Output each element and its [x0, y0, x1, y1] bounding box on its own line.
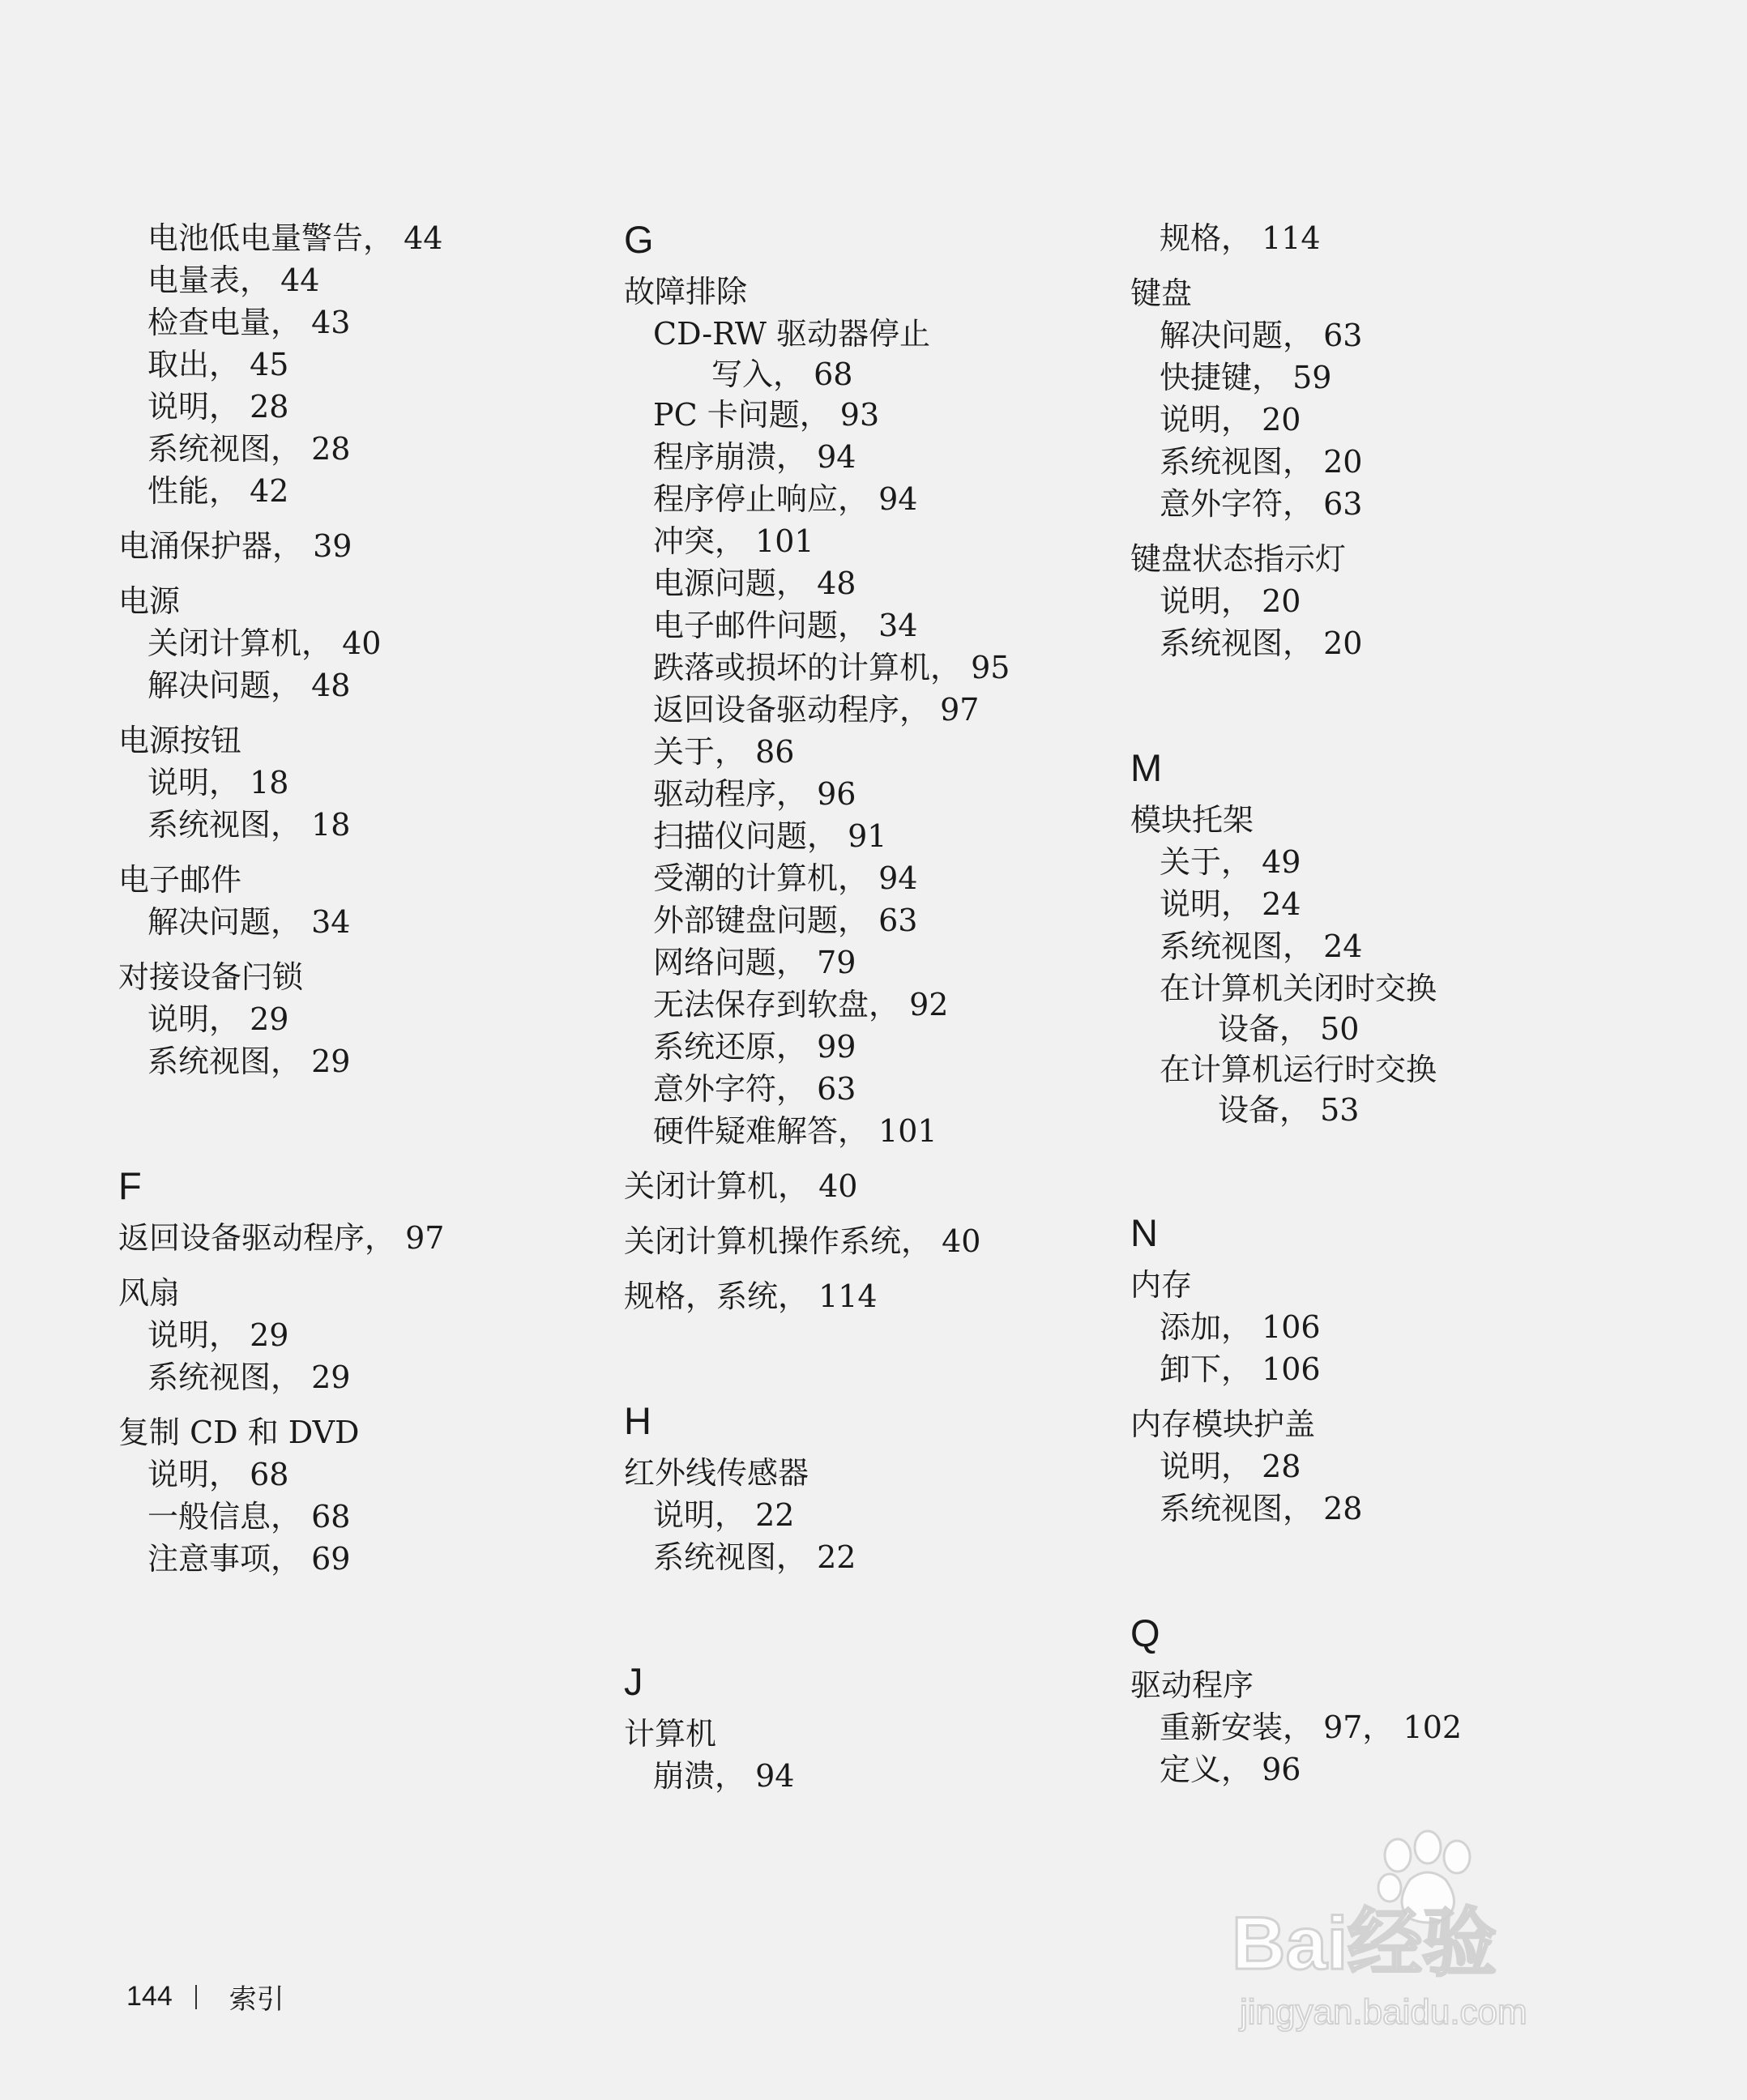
index-sub-entry: 解决问题， 34	[147, 904, 351, 940]
index-entry-group	[118, 719, 604, 846]
index-sub-entry: 系统视图， 28	[1160, 1491, 1363, 1526]
index-column-2	[624, 217, 1110, 1810]
index-sub-entry: 说明， 28	[1160, 1449, 1301, 1484]
index-main-entry: 模块托架	[1130, 802, 1254, 838]
section-letter: N	[1130, 1211, 1158, 1254]
index-main-entry: 电子邮件	[118, 862, 242, 898]
index-entry-group	[118, 580, 604, 706]
section-name: 索引	[229, 1984, 284, 2015]
section-letter: Q	[1130, 1611, 1160, 1654]
index-sub-entry: 系统视图， 29	[147, 1044, 351, 1079]
index-sub-entry: 重新安装， 97， 102	[1160, 1709, 1463, 1745]
index-main-entry: 关闭计算机， 40	[624, 1168, 858, 1204]
index-entry-group	[624, 1713, 1110, 1797]
index-sub-entry: 说明， 68	[147, 1457, 289, 1492]
index-main-entry: 电源	[118, 583, 181, 619]
index-sub-entry: 在计算机关闭时交换	[1160, 971, 1437, 1006]
page-footer	[126, 1977, 284, 2017]
index-sub-entry: 返回设备驱动程序， 97	[653, 692, 980, 728]
index-main-entry: 风扇	[118, 1275, 181, 1311]
index-sub-entry: 解决问题， 63	[1160, 318, 1363, 353]
index-sub-entry: 系统视图， 18	[147, 807, 351, 843]
index-sub-entry: 电源问题， 48	[653, 566, 856, 601]
watermark-url: jingyan.baidu.com	[1240, 1992, 1527, 2032]
index-sub-entry: 驱动程序， 96	[653, 776, 856, 812]
index-sub-entry: 设备， 53	[1218, 1092, 1360, 1128]
index-main-entry: 内存模块护盖	[1130, 1406, 1316, 1442]
index-column-3	[1130, 217, 1617, 1803]
index-sub-entry: 规格， 114	[1160, 220, 1321, 256]
index-sub-entry: 受潮的计算机， 94	[653, 860, 918, 896]
index-entry-group	[1130, 272, 1617, 525]
section-letter: G	[624, 218, 654, 261]
section-letter: F	[118, 1164, 142, 1207]
index-sub-entry: 说明， 18	[147, 765, 289, 800]
index-sub-entry: 性能， 42	[147, 473, 289, 509]
index-sub-entry: 冲突， 101	[653, 523, 814, 559]
index-sub-entry: 意外字符， 63	[653, 1071, 856, 1107]
index-entry-group	[118, 525, 604, 567]
index-sub-entry: 系统视图， 29	[147, 1359, 351, 1395]
index-sub-entry: 无法保存到软盘， 92	[653, 987, 949, 1022]
index-entry-group	[1130, 1403, 1617, 1530]
index-sub-entry: 一般信息， 68	[147, 1499, 351, 1534]
index-sub-entry: 说明， 22	[653, 1497, 795, 1533]
index-main-entry: 键盘状态指示灯	[1130, 541, 1347, 577]
index-sub-entry: 崩溃， 94	[653, 1758, 795, 1794]
index-sub-entry: 外部键盘问题， 63	[653, 903, 918, 938]
section-letter: J	[624, 1660, 643, 1703]
index-sub-entry: 硬件疑难解答， 101	[653, 1113, 938, 1149]
index-column-1	[118, 217, 604, 1593]
index-sub-entry: 系统视图， 22	[653, 1539, 856, 1575]
index-sub-entry: 程序停止响应， 94	[653, 481, 918, 517]
index-sub-entry: 添加， 106	[1160, 1309, 1321, 1345]
index-sub-entry: 程序崩溃， 94	[653, 439, 856, 475]
index-entry-group	[1130, 538, 1617, 664]
index-main-entry: 故障排除	[624, 274, 748, 309]
index-main-entry: 红外线传感器	[624, 1455, 809, 1491]
index-sub-entry: 定义， 96	[1160, 1752, 1301, 1787]
index-sub-entry: 电量表， 44	[147, 262, 320, 298]
index-main-entry: 关闭计算机操作系统， 40	[624, 1223, 981, 1259]
index-sub-entry: 系统视图， 20	[1160, 625, 1363, 661]
index-main-entry: 内存	[1130, 1267, 1193, 1303]
index-entry-group	[624, 1165, 1110, 1207]
index-main-entry: 键盘	[1130, 275, 1193, 311]
index-main-entry: 规格，系统， 114	[624, 1278, 878, 1314]
index-sub-entry: 系统视图， 28	[147, 431, 351, 467]
index-sub-entry: 注意事项， 69	[147, 1541, 351, 1577]
index-sub-entry: 说明， 20	[1160, 402, 1301, 438]
index-sub-entry: PC 卡问题， 93	[653, 397, 880, 433]
index-main-entry: 电源按钮	[118, 723, 242, 758]
index-entry-group	[624, 271, 1110, 1152]
index-sub-entry: 快捷键， 59	[1160, 360, 1332, 395]
index-entry-group	[1130, 217, 1617, 259]
index-entry-group	[1130, 1264, 1617, 1390]
index-sub-entry: 系统还原， 99	[653, 1029, 856, 1065]
index-main-entry: 复制 CD 和 DVD	[118, 1415, 360, 1450]
index-entry-group	[624, 1275, 1110, 1317]
index-sub-entry: 在计算机运行时交换	[1160, 1052, 1437, 1087]
index-sub-entry: 电子邮件问题， 34	[653, 608, 918, 643]
watermark-brand: Bai经验	[1232, 1902, 1497, 1985]
index-sub-entry: 说明， 29	[147, 1317, 289, 1353]
index-sub-entry: 关于， 86	[653, 734, 795, 770]
index-entry-group	[118, 1411, 604, 1580]
index-sub-entry: 设备， 50	[1218, 1011, 1360, 1047]
index-entry-group	[118, 1272, 604, 1398]
index-sub-entry: 意外字符， 63	[1160, 486, 1363, 522]
index-main-entry: 对接设备闩锁	[118, 959, 304, 995]
index-entry-group	[1130, 1664, 1617, 1791]
index-entry-group	[118, 956, 604, 1082]
index-sub-entry: 说明， 20	[1160, 583, 1301, 619]
section-letter: H	[624, 1399, 651, 1442]
index-sub-entry: 写入， 68	[711, 356, 853, 392]
index-sub-entry: CD-RW 驱动器停止	[653, 316, 931, 352]
index-entry-group	[624, 1452, 1110, 1578]
index-entry-group	[1130, 799, 1617, 1129]
index-sub-entry: 跌落或损坏的计算机， 95	[653, 650, 1010, 685]
index-sub-entry: 网络问题， 79	[653, 945, 856, 980]
index-sub-entry: 电池低电量警告， 44	[147, 220, 443, 256]
index-main-entry: 电涌保护器， 39	[118, 528, 352, 564]
index-sub-entry: 系统视图， 20	[1160, 444, 1363, 480]
index-sub-entry: 说明， 29	[147, 1001, 289, 1037]
index-main-entry: 计算机	[624, 1716, 717, 1752]
index-main-entry: 返回设备驱动程序， 97	[118, 1220, 445, 1256]
index-sub-entry: 卸下， 106	[1160, 1351, 1321, 1387]
index-entry-group	[118, 859, 604, 943]
baidu-jingyan-watermark	[1215, 1823, 1669, 2034]
index-sub-entry: 说明， 28	[147, 389, 289, 425]
index-sub-entry: 关闭计算机， 40	[147, 625, 382, 661]
section-letter: M	[1130, 746, 1163, 789]
index-main-entry: 驱动程序	[1130, 1667, 1254, 1703]
page-number: 144	[126, 1981, 173, 2012]
index-entry-group	[624, 1220, 1110, 1262]
index-sub-entry: 系统视图， 24	[1160, 928, 1363, 964]
index-sub-entry: 关于， 49	[1160, 844, 1301, 880]
index-sub-entry: 扫描仪问题， 91	[653, 818, 887, 854]
index-entry-group	[118, 217, 604, 512]
index-sub-entry: 说明， 24	[1160, 886, 1301, 922]
index-entry-group	[118, 1217, 604, 1259]
index-sub-entry: 解决问题， 48	[147, 668, 351, 703]
index-sub-entry: 检查电量， 43	[147, 305, 351, 340]
footer-divider	[195, 1985, 197, 2009]
index-sub-entry: 取出， 45	[147, 347, 289, 382]
